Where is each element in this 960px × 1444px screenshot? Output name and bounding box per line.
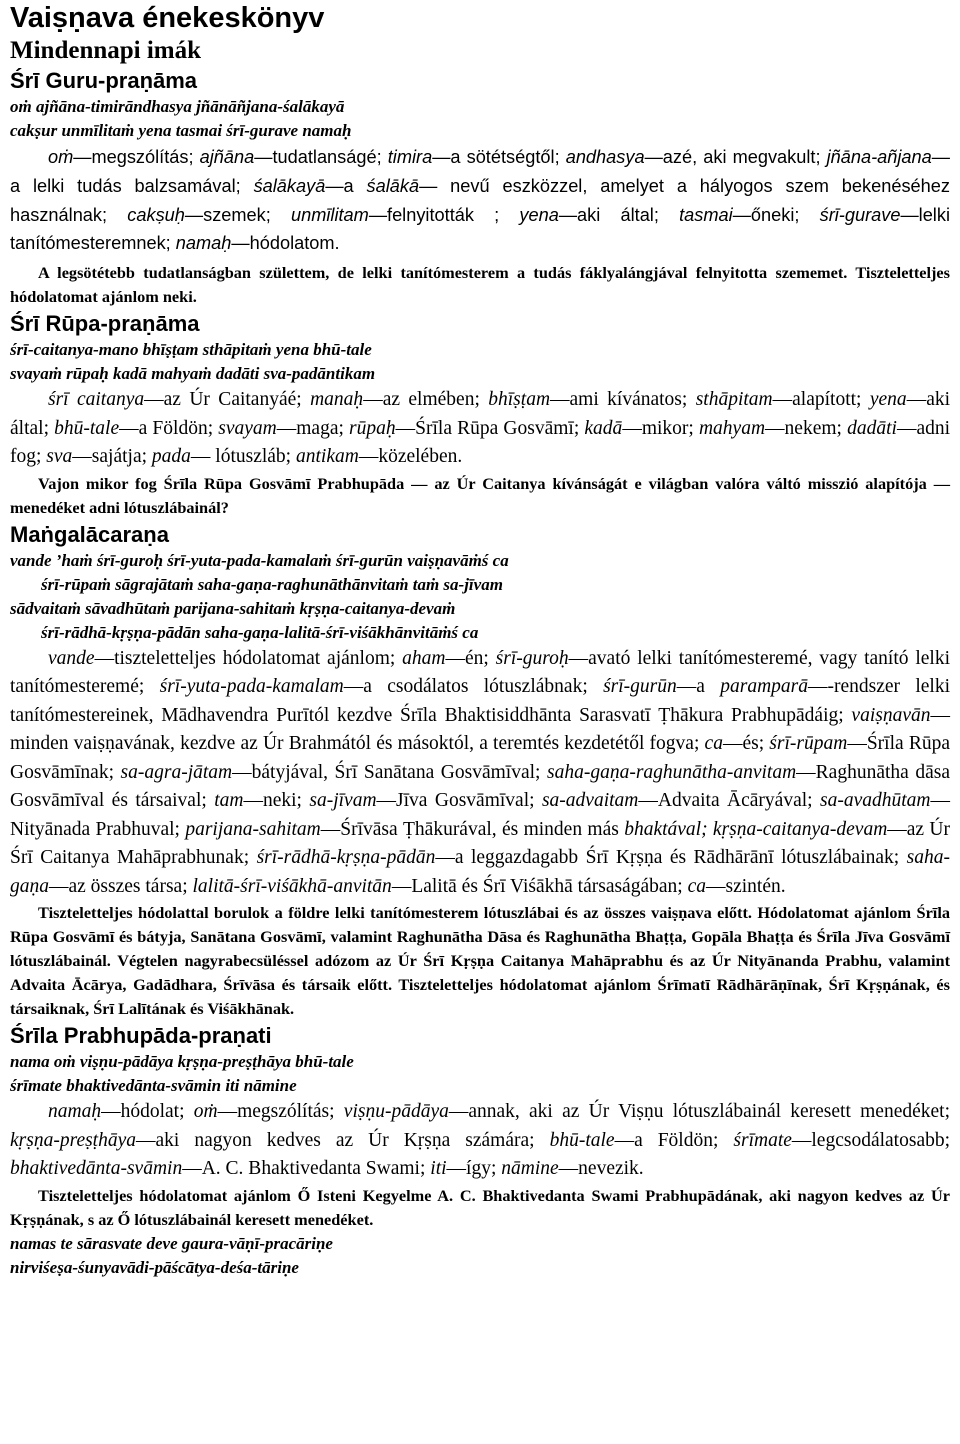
em-dash: — bbox=[448, 1101, 469, 1123]
verse-line: sādvaitaṁ sāvadhūtaṁ parijana-sahitaṁ kṛṣṇa-caitanya-devaṁ bbox=[10, 598, 456, 618]
word-meaning: tudatlanságé; bbox=[272, 147, 388, 167]
word-meaning: a bbox=[696, 676, 721, 698]
sanskrit-word: śrī-gurave bbox=[819, 204, 901, 225]
em-dash: — bbox=[73, 147, 92, 167]
word-meaning: nevű eszközzel, amelyet a hályogos szem bekenéséhez használnak; bbox=[10, 175, 951, 225]
em-dash: — bbox=[232, 761, 252, 783]
word-meaning: megszólítás; bbox=[237, 1101, 344, 1123]
word-meaning: Advaita Ācāryával; bbox=[657, 790, 820, 812]
sanskrit-word: timira bbox=[387, 147, 433, 167]
sanskrit-word: namaḥ bbox=[175, 233, 232, 254]
sanskrit-word: sa-agra-jātam bbox=[120, 761, 233, 783]
em-dash: — bbox=[772, 389, 793, 411]
verse-next bbox=[10, 1232, 950, 1280]
em-dash: — bbox=[900, 204, 919, 225]
word-meaning: közelében. bbox=[378, 446, 463, 468]
em-dash: — bbox=[676, 676, 697, 698]
em-dash: — bbox=[791, 1129, 812, 1151]
sanskrit-word: aham bbox=[402, 647, 446, 669]
em-dash: — bbox=[796, 761, 816, 783]
em-dash: — bbox=[368, 204, 388, 225]
word-meaning: nevezik. bbox=[578, 1158, 644, 1180]
word-meaning: tiszteletteljes hódolatomat ajánlom; bbox=[114, 647, 403, 669]
em-dash: — bbox=[906, 389, 927, 411]
em-dash: — bbox=[363, 389, 383, 411]
word-meaning: mikor; bbox=[641, 417, 699, 439]
sanskrit-word: śrī-rūpam bbox=[769, 733, 848, 755]
word-meaning: Jīva Gosvāmīval; bbox=[396, 790, 542, 812]
em-dash: — bbox=[254, 147, 273, 167]
verse-line: nama oṁ viṣṇu-pādāya kṛṣṇa-preṣṭhāya bhū-tale bbox=[10, 1052, 354, 1072]
sanskrit-word: sva bbox=[46, 446, 73, 468]
word-meaning: lelki tanítómesteremnek; bbox=[10, 204, 950, 254]
sanskrit-word: saha-gaṇa-raghunātha-anvitam bbox=[547, 761, 797, 783]
sanskrit-word: śrī-yuta-pada-kamalam bbox=[159, 676, 344, 698]
sanskrit-word: śalākayā bbox=[253, 175, 326, 196]
page-subtitle: Mindennapi imák bbox=[10, 37, 202, 64]
word-meaning: a Földön; bbox=[634, 1129, 734, 1151]
sanskrit-word: tam bbox=[214, 790, 244, 812]
em-dash: — bbox=[182, 1158, 202, 1180]
synonyms-paragraph bbox=[10, 645, 950, 902]
word-meaning: Raghunātha dāsa Gosvāmīval és társaival; bbox=[10, 761, 950, 812]
em-dash: — bbox=[896, 417, 917, 439]
sanskrit-word: yena bbox=[519, 204, 559, 225]
em-dash: — bbox=[343, 676, 364, 698]
word-meaning: az elmében; bbox=[382, 389, 489, 411]
em-dash: — bbox=[445, 647, 465, 669]
word-meaning: maga; bbox=[296, 417, 350, 439]
em-dash: — bbox=[217, 1101, 238, 1123]
em-dash: — bbox=[243, 790, 263, 812]
sanskrit-word: kṛṣṇa-preṣṭhāya bbox=[10, 1129, 137, 1151]
em-dash: — bbox=[847, 733, 867, 755]
word-meaning: aki által; bbox=[10, 389, 951, 439]
sanskrit-word: rūpaḥ bbox=[349, 417, 396, 439]
word-meaning: aki nagyon kedves az Úr Kṛṣṇa számára; bbox=[155, 1129, 550, 1151]
verse-mangalacarana bbox=[10, 549, 950, 645]
em-dash: — bbox=[446, 1158, 467, 1180]
em-dash: — bbox=[395, 417, 416, 439]
sanskrit-word: antikam bbox=[295, 446, 359, 468]
sanskrit-word: vande bbox=[48, 647, 95, 669]
sanskrit-word: pada bbox=[151, 446, 191, 468]
word-meaning: a leggazdagabb Śrī Kṛṣṇa és Rādhārānī lótuszlábainak; bbox=[454, 847, 907, 869]
word-meaning: szemek; bbox=[203, 204, 291, 225]
sanskrit-word: svayam bbox=[218, 417, 277, 439]
word-meaning: Śrīla Rūpa Gosvāmī; bbox=[415, 417, 585, 439]
translation-paragraph: Tiszteletteljes hódolatomat ajánlom Ő Isteni Kegyelme A. C. Bhaktivedanta Swami Prabhupādának, aki nagyon kedves az Úr Kṛṣṇának, s az Ő lótuszlábainál keresett menedéket. bbox=[10, 1185, 950, 1229]
verse-rupa-pranama bbox=[10, 338, 950, 386]
word-meaning: őneki; bbox=[750, 204, 820, 225]
sanskrit-word: ca bbox=[687, 875, 706, 897]
word-meaning: hódolat; bbox=[120, 1101, 194, 1123]
word-meaning: legcsodálatosabb; bbox=[811, 1129, 951, 1151]
sanskrit-word: ca bbox=[704, 733, 723, 755]
word-meaning: bátyjával, Śrī Sanātana Gosvāmīval; bbox=[251, 761, 547, 783]
em-dash: — bbox=[325, 175, 344, 196]
sanskrit-word: śalākā bbox=[366, 175, 420, 196]
verse-line: vande ’haṁ śrī-guroḥ śrī-yuta-pada-kamalaṁ śrī-gurūn vaiṣṇavāṁś ca bbox=[10, 550, 509, 570]
word-meaning: nekem; bbox=[784, 417, 848, 439]
em-dash: — bbox=[320, 818, 341, 840]
sanskrit-word: cakṣuḥ bbox=[127, 204, 185, 225]
sanskrit-word: bhū-tale bbox=[549, 1129, 615, 1151]
em-dash: — bbox=[136, 1129, 156, 1151]
verse-line: namas te sārasvate deve gaura-vāṇī-pracāriṇe bbox=[10, 1233, 333, 1253]
em-dash: — bbox=[119, 417, 139, 439]
word-meaning: lótuszláb; bbox=[210, 446, 296, 468]
verse-line: svayaṁ rūpaḥ kadā mahyaṁ dadāti sva-padāntikam bbox=[10, 364, 376, 384]
word-meaning: Śrīla Rūpa Gosvāmīnak; bbox=[10, 733, 950, 783]
em-dash: — bbox=[184, 204, 204, 225]
word-meaning: neki; bbox=[262, 790, 310, 812]
word-meaning: így; bbox=[466, 1158, 502, 1180]
sanskrit-word: śrī-guroḥ bbox=[495, 647, 569, 669]
sanskrit-word: śrī-gurūn bbox=[603, 676, 677, 698]
em-dash: — bbox=[765, 417, 785, 439]
em-dash: — bbox=[638, 790, 658, 812]
verse-line: cakṣur unmīlitaṁ yena tasmai śrī-gurave namaḥ bbox=[10, 121, 352, 140]
word-meaning: Śrīvāsa Ṭhākurával, és minden más bbox=[340, 818, 625, 840]
em-dash: — bbox=[558, 1158, 579, 1180]
em-dash: — bbox=[732, 204, 751, 225]
sanskrit-word: lalitā-śrī-viśākhā-anvitān bbox=[192, 875, 392, 897]
word-meaning: a Földön; bbox=[138, 417, 219, 439]
verse-line: śrī-caitanya-mano bhīṣṭam sthāpitaṁ yena bhū-tale bbox=[10, 340, 372, 360]
section-heading-mangalacarana: Maṅgalācaraṇa bbox=[10, 521, 169, 547]
sanskrit-word: ajñāna bbox=[199, 147, 255, 167]
verse-line: śrī-rādhā-kṛṣṇa-pādān saha-gaṇa-lalitā-śrī-viśākhānvitāṁś ca bbox=[41, 622, 479, 642]
word-meaning: aki által; bbox=[577, 204, 680, 225]
em-dash: — bbox=[144, 389, 164, 411]
sanskrit-word: jñāna-añjana bbox=[826, 147, 932, 167]
section-heading-prabhupada-pranati: Śrīla Prabhupāda-praṇati bbox=[10, 1023, 272, 1049]
word-meaning: Lalitā és Śrī Viśākhā társaságában; bbox=[411, 875, 688, 897]
sanskrit-word: saha-gaṇa bbox=[10, 847, 950, 897]
verse-line: śrī-rūpaṁ sāgrajātaṁ saha-gaṇa-raghunāthānvitaṁ taṁ sa-jīvam bbox=[41, 574, 503, 594]
word-meaning: a csodálatos lótuszlábnak; bbox=[363, 676, 604, 698]
em-dash: — bbox=[190, 446, 211, 468]
em-dash: — bbox=[887, 818, 907, 840]
em-dash: — bbox=[376, 790, 397, 812]
em-dash: — bbox=[49, 875, 69, 897]
sanskrit-word: unmīlitam bbox=[291, 204, 369, 225]
em-dash: — bbox=[101, 1101, 121, 1123]
sanskrit-word: sthāpitam bbox=[695, 389, 773, 411]
word-meaning: a sötétségtől; bbox=[450, 147, 566, 167]
em-dash: — bbox=[722, 733, 743, 755]
em-dash: — bbox=[568, 647, 589, 669]
sanskrit-word: bhaktivedānta-svāmin bbox=[10, 1158, 183, 1180]
sanskrit-word: andhasya bbox=[565, 147, 645, 167]
sanskrit-word: parijana-sahitam bbox=[185, 818, 321, 840]
word-meaning: minden vaiṣṇavának, kezdve az Úr Brahmától és másoktól, a teremtés kezdetétől fogva; bbox=[10, 733, 705, 755]
sanskrit-word: viṣṇu-pādāya bbox=[343, 1101, 449, 1123]
word-meaning: a lelki tudás balzsamával; bbox=[10, 175, 254, 196]
verse-line: oṁ ajñāna-timirāndhasya jñānāñjana-śalākayā bbox=[10, 97, 345, 116]
sanskrit-word: paramparā bbox=[720, 676, 808, 698]
em-dash: — bbox=[558, 204, 578, 225]
word-meaning: a bbox=[343, 175, 367, 196]
sanskrit-word: oṁ bbox=[48, 147, 74, 167]
em-dash: — bbox=[276, 417, 297, 439]
section-heading-rupa-pranama: Śrī Rūpa-praṇāma bbox=[10, 311, 200, 337]
word-meaning: hódolatom. bbox=[249, 233, 340, 254]
word-meaning: megszólítás; bbox=[91, 147, 200, 167]
em-dash: — bbox=[435, 847, 455, 869]
word-meaning: A. C. Bhaktivedanta Swami; bbox=[201, 1158, 431, 1180]
em-dash: — bbox=[931, 147, 950, 167]
em-dash: — bbox=[808, 676, 828, 698]
word-meaning: adni fog; bbox=[10, 417, 951, 468]
word-meaning: az összes társa; bbox=[68, 875, 193, 897]
sanskrit-word: sa-avadhūtam bbox=[819, 790, 931, 812]
em-dash: — bbox=[94, 647, 115, 669]
translation-paragraph: A legsötétebb tudatlanságban születtem, de lelki tanítómesterem a tudás fáklyalángjával felnyitotta szememet. Tiszteletteljes hódolatomat ajánlom neki. bbox=[10, 263, 950, 307]
sanskrit-word: vaiṣṇavān bbox=[851, 704, 931, 726]
em-dash: — bbox=[550, 389, 570, 411]
verse-prabhupada-pranati bbox=[10, 1050, 950, 1098]
em-dash: — bbox=[622, 417, 642, 439]
sanskrit-word: bhaktával; kṛṣṇa-caitanya-devam bbox=[624, 818, 888, 840]
sanskrit-word: namaḥ bbox=[48, 1101, 102, 1123]
word-meaning: én; bbox=[464, 647, 496, 669]
sanskrit-word: bhīṣṭam bbox=[488, 389, 551, 411]
sanskrit-word: śrī caitanya bbox=[48, 389, 145, 411]
sanskrit-word: śrīmate bbox=[733, 1129, 792, 1151]
sanskrit-word: dadāti bbox=[847, 417, 897, 439]
word-meaning: az Úr Śrī Caitanya Mahāprabhunak; bbox=[10, 818, 951, 869]
sanskrit-word: śrī-rādhā-kṛṣṇa-pādān bbox=[256, 847, 436, 869]
sanskrit-word: kadā bbox=[584, 417, 623, 439]
synonyms-paragraph bbox=[10, 143, 950, 258]
em-dash: — bbox=[391, 875, 412, 897]
em-dash: — bbox=[930, 704, 950, 726]
sanskrit-word: sa-jīvam bbox=[309, 790, 377, 812]
book-title: Vaiṣṇava énekeskönyv bbox=[10, 2, 325, 34]
em-dash: — bbox=[705, 875, 726, 897]
word-meaning: azé, aki megvakult; bbox=[662, 147, 827, 167]
synonyms-paragraph bbox=[10, 386, 950, 472]
word-meaning: ami kívánatos; bbox=[569, 389, 696, 411]
translation-paragraph: Tiszteletteljes hódolattal borulok a földre lelki tanítómesterem lótuszlábai és az összes vaiṣṇava előtt. Hódolatomat ajánlom Śrīla Rūpa Gosvāmī és bátyja, Sanātana Gosvāmī, valamint Raghunātha Dāsa és Raghunātha Bhaṭṭa, Gopāla Bhaṭṭa és Śrīla Jīva Gosvāmī lótuszlábainál. Végtelen nagyrabecsüléssel adózom az Úr Śrī Kṛṣṇa Caitanya Mahāprabhu és az Úr Nityānanda Prabhu, valamint Advaita Ācārya, Gadādhara, Śrīvāsa és társaik előtt. Tiszteletteljes hódolatomat ajánlom Śrīmatī Rādhārāṇīnak, Śrī Kṛṣṇának, és társaiknak, Śrī Lalītának és Viśākhānak. bbox=[10, 903, 950, 1019]
sanskrit-word: mahyam bbox=[698, 417, 766, 439]
sanskrit-word: sa-advaitam bbox=[541, 790, 639, 812]
word-meaning: avató lelki tanítómesteremé, vagy tanító lelki tanítómesteremé; bbox=[10, 647, 950, 698]
word-meaning: szintén. bbox=[725, 875, 786, 897]
em-dash: — bbox=[231, 233, 250, 254]
word-meaning: -rendszer lelki tanítómestereinek, Mādhavendra Purītól kezdve Śrīla Bhaktisiddhānta Sarasvatī Ṭhākura Prabhupādáig; bbox=[10, 676, 951, 726]
verse-guru-pranama bbox=[10, 95, 950, 143]
em-dash: — bbox=[930, 790, 950, 812]
em-dash: — bbox=[358, 446, 379, 468]
sanskrit-word: iti bbox=[430, 1158, 447, 1180]
word-meaning: alapított; bbox=[792, 389, 870, 411]
word-meaning: Nityānada Prabhuval; bbox=[10, 818, 186, 840]
sanskrit-word: tasmai bbox=[679, 204, 733, 225]
sanskrit-word: nāmine bbox=[501, 1158, 559, 1180]
em-dash: — bbox=[419, 175, 438, 196]
sanskrit-word: manaḥ bbox=[310, 389, 364, 411]
em-dash: — bbox=[432, 147, 451, 167]
word-meaning: felnyitották ; bbox=[387, 204, 520, 225]
verse-line: nirviśeṣa-śunyavādi-pāścātya-deśa-tāriṇe bbox=[10, 1257, 299, 1277]
word-meaning: és; bbox=[742, 733, 770, 755]
section-heading-guru-pranama: Śrī Guru-praṇāma bbox=[10, 68, 198, 93]
em-dash: — bbox=[72, 446, 92, 468]
sanskrit-word: yena bbox=[869, 389, 907, 411]
em-dash: — bbox=[644, 147, 663, 167]
sanskrit-word: oṁ bbox=[193, 1101, 218, 1123]
synonyms-paragraph bbox=[10, 1098, 950, 1184]
word-meaning: sajátja; bbox=[91, 446, 152, 468]
word-meaning: az Úr Caitanyáé; bbox=[163, 389, 311, 411]
em-dash: — bbox=[614, 1129, 635, 1151]
translation-paragraph: Vajon mikor fog Śrīla Rūpa Gosvāmī Prabhupāda — az Úr Caitanya kívánságát e világban valóra váltó misszió alapítója — menedéket adni lótuszlábainál? bbox=[10, 473, 950, 517]
verse-line: śrīmate bhaktivedānta-svāmin iti nāmine bbox=[10, 1076, 297, 1096]
word-meaning: annak, aki az Úr Viṣṇu lótuszlábainál keresett menedéket; bbox=[468, 1101, 950, 1123]
sanskrit-word: bhū-tale bbox=[54, 417, 120, 439]
